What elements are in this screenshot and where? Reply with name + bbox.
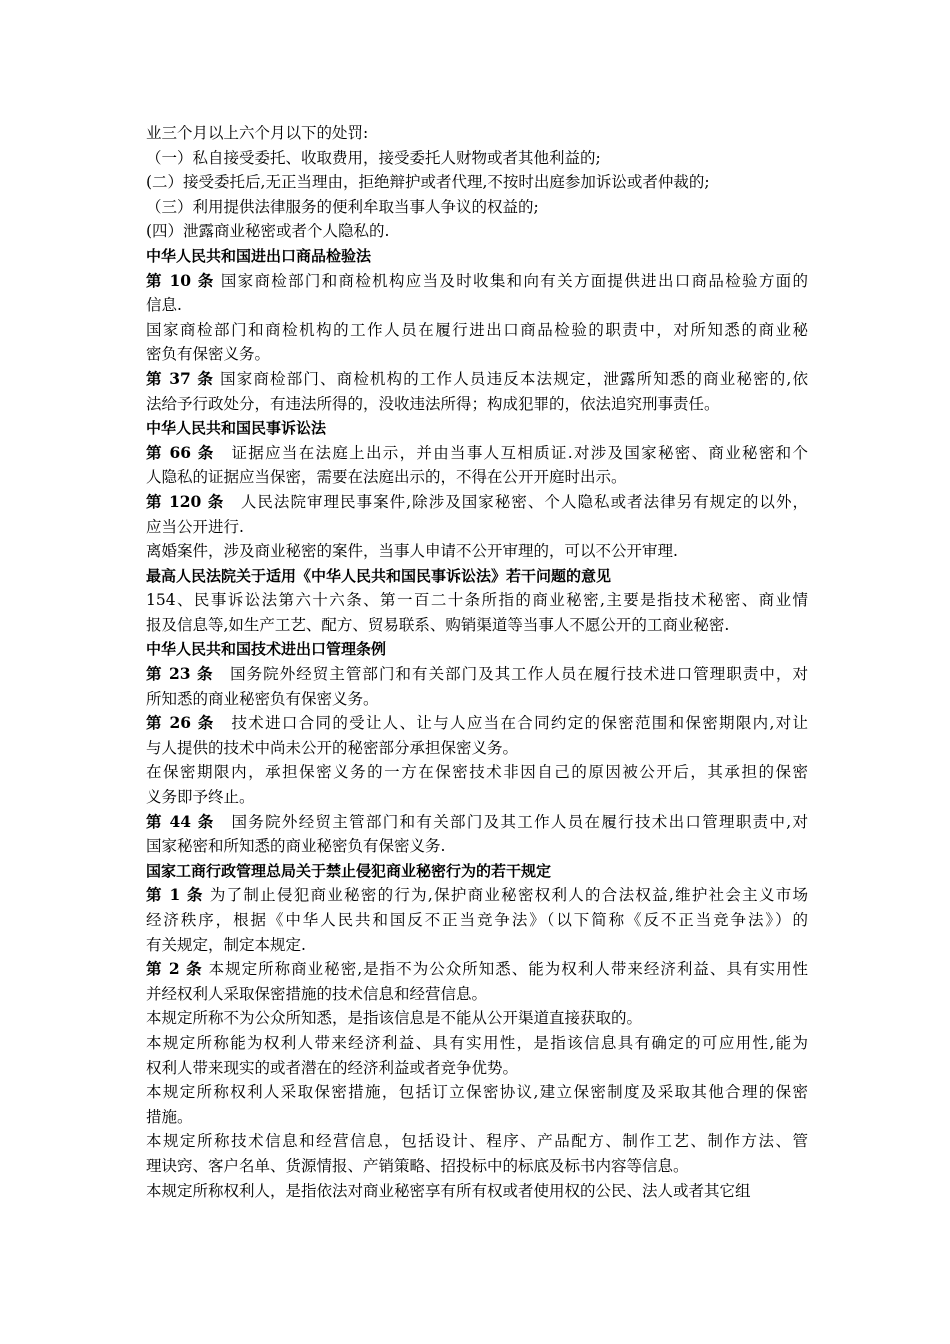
article-number: 第 2 条 bbox=[146, 959, 203, 979]
paragraph-line bbox=[146, 785, 808, 810]
section-heading: 国家工商行政管理总局关于禁止侵犯商业秘密行为的若干规定 bbox=[146, 861, 552, 880]
paragraph-line bbox=[146, 170, 808, 195]
article-number: 第 1 条 bbox=[146, 885, 204, 905]
line-text: (四）泄露商业秘密或者个人隐私的. bbox=[146, 222, 390, 241]
line-text: 人隐私的证据应当保密，需要在法庭出示的，不得在公开开庭时出示。 bbox=[146, 468, 627, 487]
article-line bbox=[146, 711, 808, 736]
line-text: 并经权利人采取保密措施的技术信息和经营信息。 bbox=[146, 984, 488, 1003]
line-text: 法给予行政处分，有违法所得的，没收违法所得；构成犯罪的，依法追究刑事责任。 bbox=[146, 394, 720, 413]
article-line bbox=[146, 367, 808, 392]
article-number: 第 23 条 bbox=[146, 664, 214, 684]
line-text: 国务院外经贸主管部门和有关部门及其工作人员在履行技术出口管理职责中,对 bbox=[214, 812, 808, 831]
article-number: 第 26 条 bbox=[146, 713, 215, 733]
line-text: 理诀窍、客户名单、货源情报、产销策略、招投标中的标底及标书内容等信息。 bbox=[146, 1156, 689, 1175]
line-text: （三）利用提供法律服务的便利牟取当事人争议的权益的; bbox=[146, 197, 539, 216]
line-text: 措施。 bbox=[146, 1107, 193, 1126]
line-text: 密负有保密义务。 bbox=[146, 345, 271, 364]
line-text: 所知悉的商业秘密负有保密义务。 bbox=[146, 689, 379, 708]
article-number: 第 10 条 bbox=[146, 270, 215, 290]
article-number: 第 120 条 bbox=[146, 491, 225, 511]
article-line bbox=[146, 465, 808, 490]
paragraph-line bbox=[146, 146, 808, 171]
paragraph-line bbox=[146, 539, 808, 564]
paragraph-line bbox=[146, 1154, 808, 1179]
article-number: 第 66 条 bbox=[146, 442, 215, 462]
paragraph-line bbox=[146, 1056, 808, 1081]
paragraph-line bbox=[146, 195, 808, 220]
line-text: 义务即予终止。 bbox=[146, 788, 255, 807]
line-text: 业三个月以上六个月以下的处罚: bbox=[146, 124, 369, 142]
section-heading: 中华人民共和国进出口商品检验法 bbox=[146, 246, 372, 265]
article-number: 第 44 条 bbox=[146, 811, 215, 831]
line-text: (二）接受委托后,无正当理由，拒绝辩护或者代理,不按时出庭参加诉讼或者仲裁的; bbox=[146, 173, 710, 192]
paragraph-line bbox=[146, 1179, 808, 1204]
line-text: 本规定所称权利人采取保密措施，包括订立保密协议,建立保密制度及采取其他合理的保密 bbox=[146, 1083, 808, 1102]
section-heading: 中华人民共和国民事诉讼法 bbox=[146, 419, 327, 438]
paragraph-line bbox=[146, 318, 808, 343]
line-text: 技术进口合同的受让人、让与人应当在合同约定的保密范围和保密期限内,对让 bbox=[214, 714, 808, 733]
article-line bbox=[146, 908, 808, 933]
line-text: 权利人带来现实的或者潜在的经济利益或者竞争优势。 bbox=[146, 1058, 519, 1077]
article-line bbox=[146, 269, 808, 294]
line-text: 国家商检部门和商检机构应当及时收集和向有关方面提供进出口商品检验方面的 bbox=[214, 271, 808, 290]
paragraph-line bbox=[146, 219, 808, 244]
article-line bbox=[146, 687, 808, 712]
article-line bbox=[146, 982, 808, 1007]
paragraph-line bbox=[146, 613, 808, 638]
line-text: 154、民事诉讼法第六十六条、第一百二十条所指的商业秘密,主要是指技术秘密、商业情 bbox=[146, 591, 808, 610]
line-text: 证据应当在法庭上出示，并由当事人互相质证.对涉及国家秘密、商业秘密和个 bbox=[214, 443, 808, 462]
line-text: 信息. bbox=[146, 296, 182, 315]
line-text: 为了制止侵犯商业秘密的行为,保护商业秘密权利人的合法权益,维护社会主义市场 bbox=[203, 886, 808, 905]
paragraph-line bbox=[146, 1006, 808, 1031]
line-text: 本规定所称商业秘密,是指不为公众所知悉、能为权利人带来经济利益、具有实用性 bbox=[202, 960, 808, 979]
line-text: 有关规定，制定本规定. bbox=[146, 935, 306, 954]
article-line bbox=[146, 834, 808, 859]
article-line bbox=[146, 736, 808, 761]
paragraph-line bbox=[146, 121, 808, 146]
paragraph-line bbox=[146, 588, 808, 613]
line-text: 本规定所称不为公众所知悉，是指该信息是不能从公开渠道直接获取的。 bbox=[146, 1009, 643, 1028]
line-text: （一）私自接受委托、收取费用，接受委托人财物或者其他利益的; bbox=[146, 148, 601, 167]
line-text: 国家商检部门和商检机构的工作人员在履行进出口商品检验的职责中，对所知悉的商业秘 bbox=[146, 320, 808, 339]
line-text: 与人提供的技术中尚未公开的秘密部分承担保密义务。 bbox=[146, 738, 519, 757]
paragraph-line bbox=[146, 342, 808, 367]
line-text: 本规定所称权利人，是指依法对商业秘密享有所有权或者使用权的公民、法人或者其它组 bbox=[146, 1181, 751, 1200]
line-text: 应当公开进行. bbox=[146, 517, 244, 536]
line-text: 离婚案件，涉及商业秘密的案件，当事人申请不公开审理的，可以不公开审理. bbox=[146, 542, 678, 561]
line-text: 本规定所称能为权利人带来经济利益、具有实用性，是指该信息具有确定的可应用性,能为 bbox=[146, 1033, 808, 1052]
paragraph-line bbox=[146, 1031, 808, 1056]
article-line bbox=[146, 293, 808, 318]
paragraph-line bbox=[146, 1080, 808, 1105]
line-text: 本规定所称技术信息和经营信息，包括设计、程序、产品配方、制作工艺、制作方法、管 bbox=[146, 1132, 808, 1151]
line-text: 报及信息等,如生产工艺、配方、贸易联系、购销渠道等当事人不愿公开的工商业秘密. bbox=[146, 615, 730, 634]
paragraph-line bbox=[146, 1105, 808, 1130]
section-heading: 中华人民共和国技术进出口管理条例 bbox=[146, 640, 387, 659]
line-text: 人民法院审理民事案件,除涉及国家秘密、个人隐私或者法律另有规定的以外， bbox=[224, 492, 808, 511]
line-text: 在保密期限内，承担保密义务的一方在保密技术非因自己的原因被公开后，其承担的保密 bbox=[146, 763, 808, 782]
line-text: 国家秘密和所知悉的商业秘密负有保密义务. bbox=[146, 837, 446, 856]
article-line bbox=[146, 957, 808, 982]
line-text: 国家商检部门、商检机构的工作人员违反本法规定，泄露所知悉的商业秘密的,依 bbox=[214, 369, 808, 388]
article-line bbox=[146, 515, 808, 540]
article-line bbox=[146, 662, 808, 687]
article-line bbox=[146, 883, 808, 908]
article-line bbox=[146, 810, 808, 835]
article-line bbox=[146, 490, 808, 515]
paragraph-line bbox=[146, 1129, 808, 1154]
article-number: 第 37 条 bbox=[146, 368, 214, 388]
paragraph-line bbox=[146, 760, 808, 785]
document-body bbox=[146, 121, 808, 1203]
article-line bbox=[146, 392, 808, 417]
article-line bbox=[146, 933, 808, 958]
section-heading: 最高人民法院关于适用《中华人民共和国民事诉讼法》若干问题的意见 bbox=[146, 566, 612, 585]
article-line bbox=[146, 441, 808, 466]
line-text: 经济秩序，根据《中华人民共和国反不正当竞争法》（以下简称《反不正当竞争法》）的 bbox=[146, 911, 808, 929]
line-text: 国务院外经贸主管部门和有关部门及其工作人员在履行技术进口管理职责中，对 bbox=[213, 665, 808, 684]
